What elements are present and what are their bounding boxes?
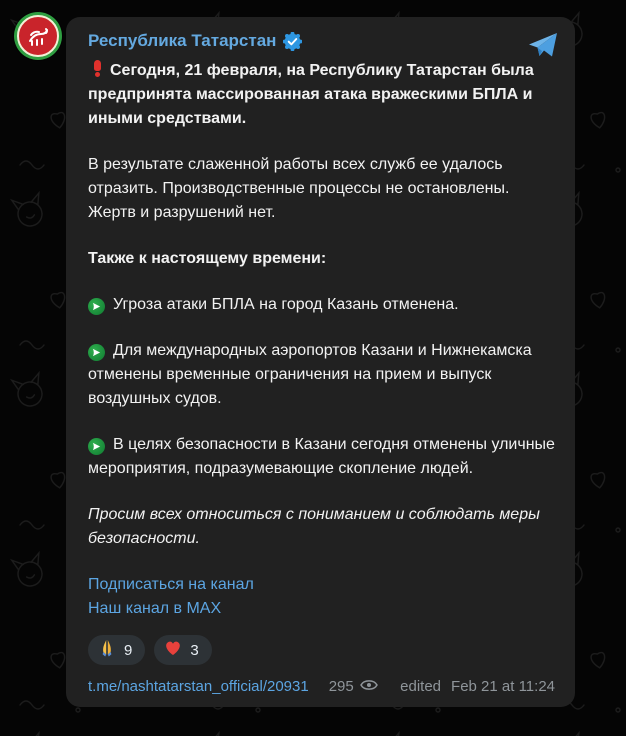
green-arrow-icon xyxy=(88,344,105,361)
reaction-count: 3 xyxy=(190,641,199,659)
paragraph-text: Просим всех относиться с пониманием и соблюдать меры безопасности. xyxy=(88,506,540,547)
paragraph-text: Сегодня, 21 февраля, на Республику Татарстан была предпринята массированная атака вражескими БПЛА и иными средствами. xyxy=(88,62,534,127)
subscribe-link[interactable]: Подписаться на канал xyxy=(88,576,254,593)
edited-label: edited xyxy=(400,678,442,695)
red-exclamation-icon xyxy=(94,60,101,77)
max-channel-link[interactable]: Наш канал в MAX xyxy=(88,600,222,617)
reaction-heart[interactable] xyxy=(154,635,211,665)
bullet-item xyxy=(88,433,555,481)
paragraph-text: В результате слаженной работы всех служб ее удалось отразить. Производственные процессы не остановлены. Жертв и разрушений нет. xyxy=(88,156,510,221)
telegram-plane-icon[interactable] xyxy=(527,32,559,65)
verified-badge-icon xyxy=(283,32,302,51)
channel-links xyxy=(88,573,555,621)
view-count: 295 xyxy=(328,678,354,695)
bullet-item xyxy=(88,293,555,317)
reactions-row xyxy=(88,635,555,665)
bullet-text: В целях безопасности в Казани сегодня отменены уличные мероприятия, подразумевающие скопление людей. xyxy=(88,436,555,477)
channel-name[interactable]: Республика Татарстан xyxy=(88,31,277,50)
channel-avatar[interactable] xyxy=(14,12,62,60)
paragraph-heading xyxy=(88,247,555,271)
paragraph-result xyxy=(88,153,555,225)
message-header xyxy=(88,30,555,52)
red-heart-icon xyxy=(163,638,183,663)
green-arrow-icon xyxy=(88,438,105,455)
message-bubble xyxy=(66,17,575,707)
message-body xyxy=(88,59,555,621)
edited-timestamp xyxy=(400,678,555,695)
bullet-text: Для международных аэропортов Казани и Нижнекамска отменены временные ограничения на прием и выпуск воздушных судов. xyxy=(88,342,532,407)
reaction-pray[interactable] xyxy=(88,635,145,665)
timestamp: Feb 21 at 11:24 xyxy=(451,678,555,695)
green-arrow-icon xyxy=(88,298,105,315)
eye-icon xyxy=(360,678,378,695)
bullet-text: Угроза атаки БПЛА на город Казань отменена. xyxy=(113,296,459,313)
reaction-count: 9 xyxy=(124,641,133,659)
paragraph-text: Также к настоящему времени: xyxy=(88,250,327,267)
view-counter xyxy=(329,678,378,695)
bullet-item xyxy=(88,339,555,411)
paragraph-request xyxy=(88,503,555,551)
paragraph-alert xyxy=(88,59,555,131)
post-url-link[interactable]: t.me/nashtatarstan_official/20931 xyxy=(88,678,309,695)
message-footer xyxy=(88,678,555,695)
folded-hands-icon xyxy=(97,638,117,663)
tatarstan-emblem-icon xyxy=(17,15,59,57)
